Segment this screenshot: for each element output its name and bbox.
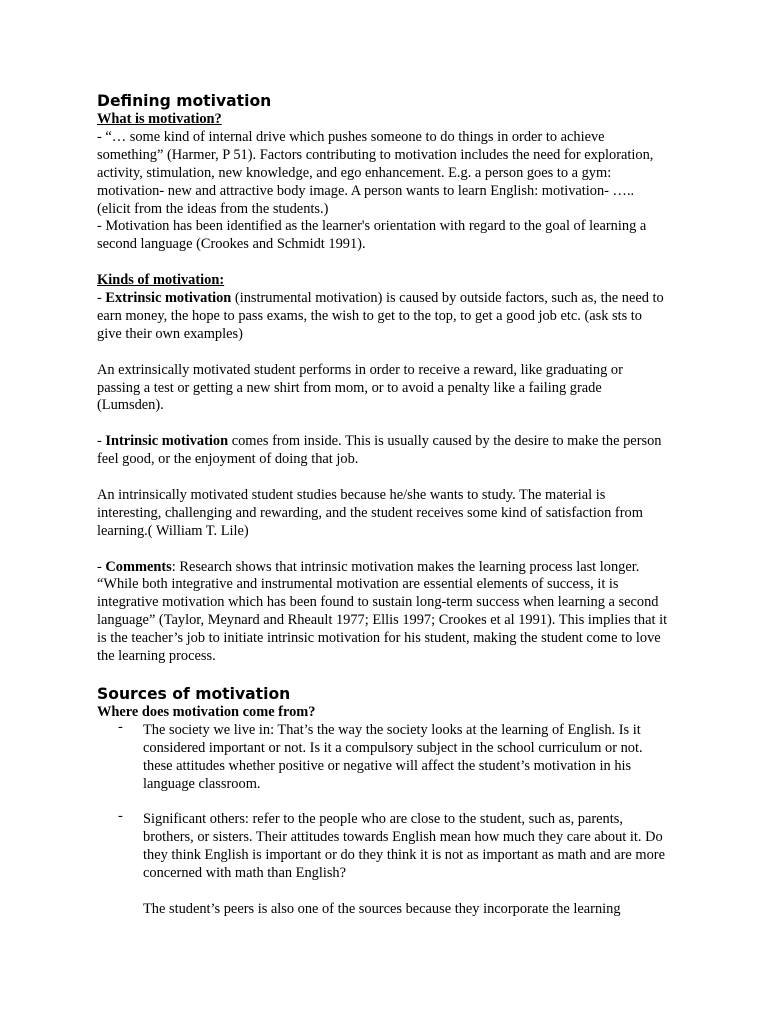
extrinsic-text: (instrumental motivation) is caused by outside factors, such as, the need to earn money, the hope to pass exams, the wish to get to the top, to get a good job etc. (ask sts to give their own examples) xyxy=(97,290,664,342)
subheading-what-is-motivation: What is motivation? xyxy=(97,111,222,127)
subheading-kinds-of-motivation: Kinds of motivation: xyxy=(97,272,225,289)
comments-text: : Research shows that intrinsic motivation makes the learning process last longer. “While both integrative and instrumental motivation are essential elements of success, it is integrative motivation which has been found to sustain long-term success when learning a second language” (Taylor, Meynard and Rheault 1977; Ellis 1997; Crookes et al 1991). This implies that it is the teacher’s job to initiate intrinsic motivation for his student, making the student come to love the learning process. xyxy=(97,558,668,665)
intrinsic-term: Intrinsic motivation xyxy=(105,433,229,450)
spacer xyxy=(97,541,669,559)
comments-prefix: - xyxy=(97,558,106,575)
list-item-text: Significant others: refer to the people who are close to the student, such as, parents, brothers, or sisters. Their attitudes towards English mean how much they care about it. Do they think English is important or do they think it is not as important as math and are more concerned with math than English? xyxy=(143,811,665,882)
section-title-defining-motivation: Defining motivation xyxy=(97,92,272,110)
intrinsic-text: comes from inside. This is usually caused by the desire to make the person feel good, or the enjoyment of doing that job. xyxy=(97,433,662,468)
paragraph-definition-crookes: - Motivation has been identified as the learner's orientation with regard to the goal of learning a second language (Crookes and Schmidt 1991). xyxy=(97,218,647,253)
document-body xyxy=(97,91,669,919)
spacer xyxy=(97,254,669,272)
paragraph-intrinsic xyxy=(97,433,669,469)
spacer xyxy=(97,469,669,487)
paragraph-comments xyxy=(97,559,669,666)
paragraph-intrinsic-example: An intrinsically motivated student studies because he/she wants to study. The material is interesting, challenging and rewarding, and the student receives some kind of satisfaction from learning.( William T. Lile) xyxy=(97,486,643,539)
spacer xyxy=(97,344,669,362)
paragraph-extrinsic-example: An extrinsically motivated student performs in order to receive a reward, like graduating or passing a test or getting a new shirt from mom, or to avoid a penalty like a failing grade (Lumsden). xyxy=(97,361,623,414)
paragraph-extrinsic xyxy=(97,290,669,344)
spacer xyxy=(97,883,669,901)
list-spacer xyxy=(97,794,669,812)
list-item-society xyxy=(97,718,669,794)
intrinsic-prefix: - xyxy=(97,433,106,450)
comments-term: Comments xyxy=(105,558,172,575)
spacer xyxy=(97,415,669,433)
spacer xyxy=(97,666,669,684)
dash-marker: - xyxy=(118,718,123,735)
extrinsic-prefix: - xyxy=(97,290,106,307)
section-title-sources-of-motivation: Sources of motivation xyxy=(97,685,291,704)
list-item-text: The society we live in: That’s the way the society looks at the learning of English. Is it considered important or not. Is it a compulsory subject in the school curriculum or not. these attitudes whether positive or negative will affect the student’s motivation in his language classroom. xyxy=(143,721,643,792)
sources-list xyxy=(97,718,669,883)
extrinsic-term: Extrinsic motivation xyxy=(105,290,232,307)
subheading-where-does-motivation-come-from: Where does motivation come from? xyxy=(97,704,316,721)
paragraph-peers: The student’s peers is also one of the sources because they incorporate the learning xyxy=(143,900,621,917)
paragraph-definition-harmer: - “… some kind of internal drive which pushes someone to do things in order to achieve something” (Harmer, P 51). Factors contributing to motivation includes the need for exploration, activity, stimulation, new knowledge, and ego enhancement. E.g. a person goes to a gym: motivation- new and attractive body image. A person wants to learn English: motivation- ….. (elicit from the ideas from the students.) xyxy=(97,128,654,217)
dash-marker: - xyxy=(118,808,123,825)
list-item-significant-others xyxy=(97,808,669,883)
